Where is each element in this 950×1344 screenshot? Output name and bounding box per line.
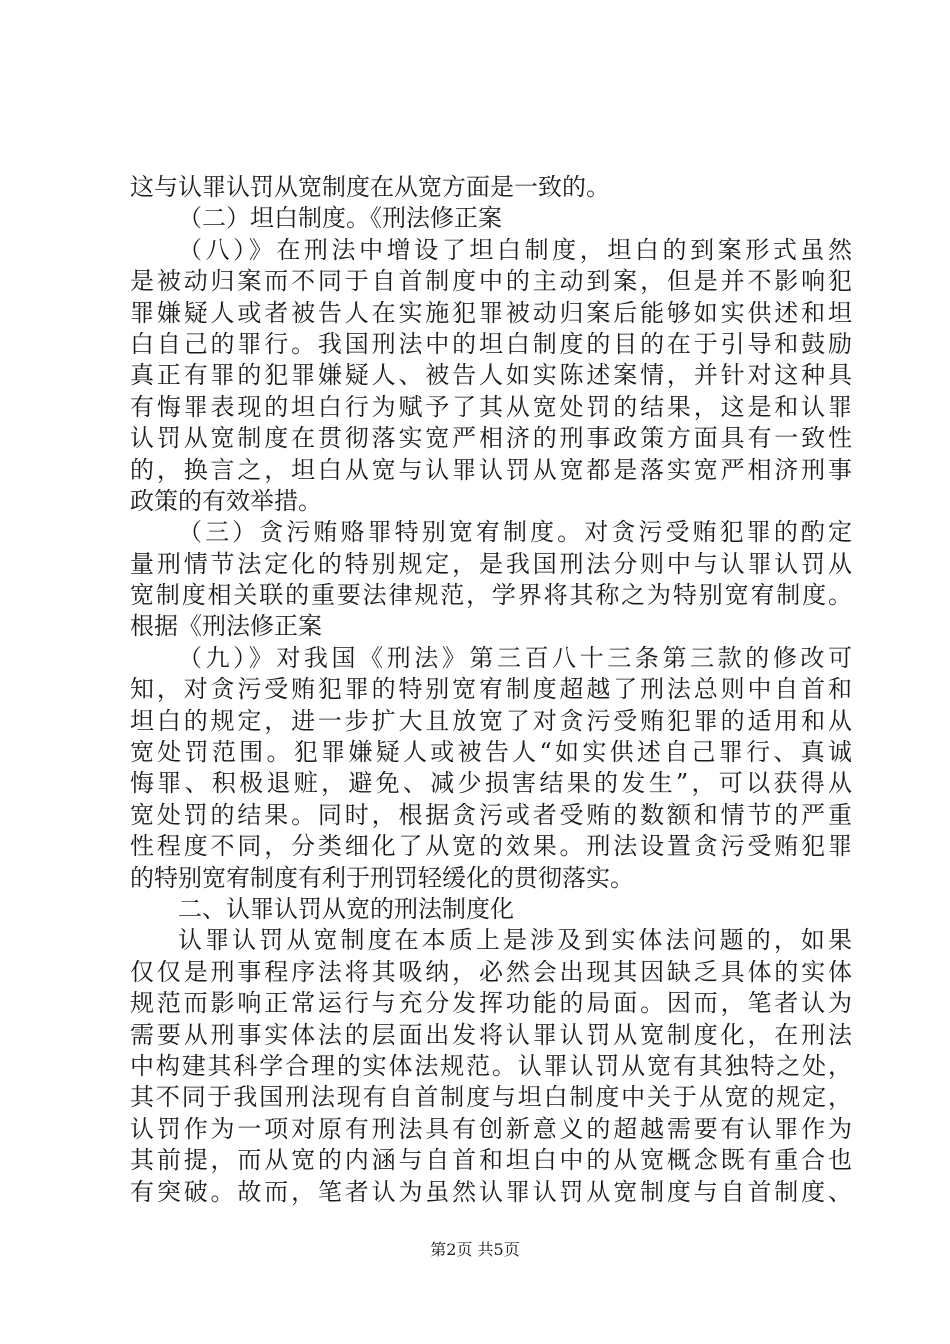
text-line: 白自己的罪行。我国刑法中的坦白制度的目的在于引导和鼓励 (130, 329, 852, 358)
text-line: 其不同于我国刑法现有自首制度与坦白制度中关于从宽的规定， (130, 1083, 852, 1112)
text-line: 的，换言之，坦白从宽与认罪认罚从宽都是落实宽严相济刑事 (130, 455, 852, 484)
text-line: （九）》对我国《刑法》第三百八十三条第三款的修改可 (178, 643, 852, 672)
text-line: 规范而影响正常运行与充分发挥功能的局面。因而，笔者认为 (130, 989, 852, 1018)
text-line: 悔罪、积极退赃，避免、减少损害结果的发生”，可以获得从 (130, 769, 852, 798)
text-line: （三）贪污贿赂罪特别宽宥制度。对贪污受贿犯罪的酌定 (178, 518, 852, 547)
text-line: （二）坦白制度。《刑法修正案 (178, 204, 502, 233)
text-line: 的特别宽宥制度有利于刑罚轻缓化的贯彻落实。 (130, 863, 634, 892)
text-line: 有突破。故而，笔者认为虽然认罪认罚从宽制度与自首制度、 (130, 1177, 852, 1206)
page-number-footer: 第2页 共5页 (430, 1240, 520, 1259)
text-line: 有悔罪表现的坦白行为赋予了其从宽处罚的结果，这是和认罪 (130, 392, 852, 421)
section-heading: 二、认罪认罚从宽的刑法制度化 (178, 894, 514, 923)
text-line: 中构建其科学合理的实体法规范。认罪认罚从宽有其独特之处， (130, 1051, 852, 1080)
text-line: 是被动归案而不同于自首制度中的主动到案，但是并不影响犯 (130, 267, 852, 296)
text-line: 坦白的规定，进一步扩大且放宽了对贪污受贿犯罪的适用和从 (130, 706, 852, 735)
text-line: （八）》在刑法中增设了坦白制度，坦白的到案形式虽然 (178, 235, 852, 264)
text-line: 罪嫌疑人或者被告人在实施犯罪被动归案后能够如实供述和坦 (130, 298, 852, 327)
text-line: 仅仅是刑事程序法将其吸纳，必然会出现其因缺乏具体的实体 (130, 957, 852, 986)
text-line: 这与认罪认罚从宽制度在从宽方面是一致的。 (130, 173, 610, 201)
text-line: 需要从刑事实体法的层面出发将认罪认罚从宽制度化，在刑法 (130, 1020, 852, 1049)
text-line: 量刑情节法定化的特别规定，是我国刑法分则中与认罪认罚从 (130, 549, 852, 578)
body-text (130, 172, 852, 1208)
text-line: 政策的有效举措。 (130, 486, 322, 515)
text-line: 性程度不同，分类细化了从宽的效果。刑法设置贪污受贿犯罪 (130, 832, 852, 861)
text-line: 知，对贪污受贿犯罪的特别宽宥制度超越了刑法总则中自首和 (130, 675, 852, 704)
text-line: 认罚作为一项对原有刑法具有创新意义的超越需要有认罪作为 (130, 1114, 852, 1143)
text-line: 宽处罚范围。犯罪嫌疑人或被告人“如实供述自己罪行、真诚 (130, 738, 852, 767)
text-line: 真正有罪的犯罪嫌疑人、被告人如实陈述案情，并针对这种具 (130, 361, 852, 390)
text-line: 认罚从宽制度在贯彻落实宽严相济的刑事政策方面具有一致性 (130, 424, 852, 453)
text-line: 宽制度相关联的重要法律规范，学界将其称之为特别宽宥制度。 (130, 581, 852, 610)
text-line: 其前提，而从宽的内涵与自首和坦白中的从宽概念既有重合也 (130, 1146, 852, 1175)
text-line: 认罪认罚从宽制度在本质上是涉及到实体法问题的，如果 (178, 926, 852, 955)
text-line: 宽处罚的结果。同时，根据贪污或者受贿的数额和情节的严重 (130, 800, 852, 829)
text-line: 根据《刑法修正案 (130, 612, 322, 641)
